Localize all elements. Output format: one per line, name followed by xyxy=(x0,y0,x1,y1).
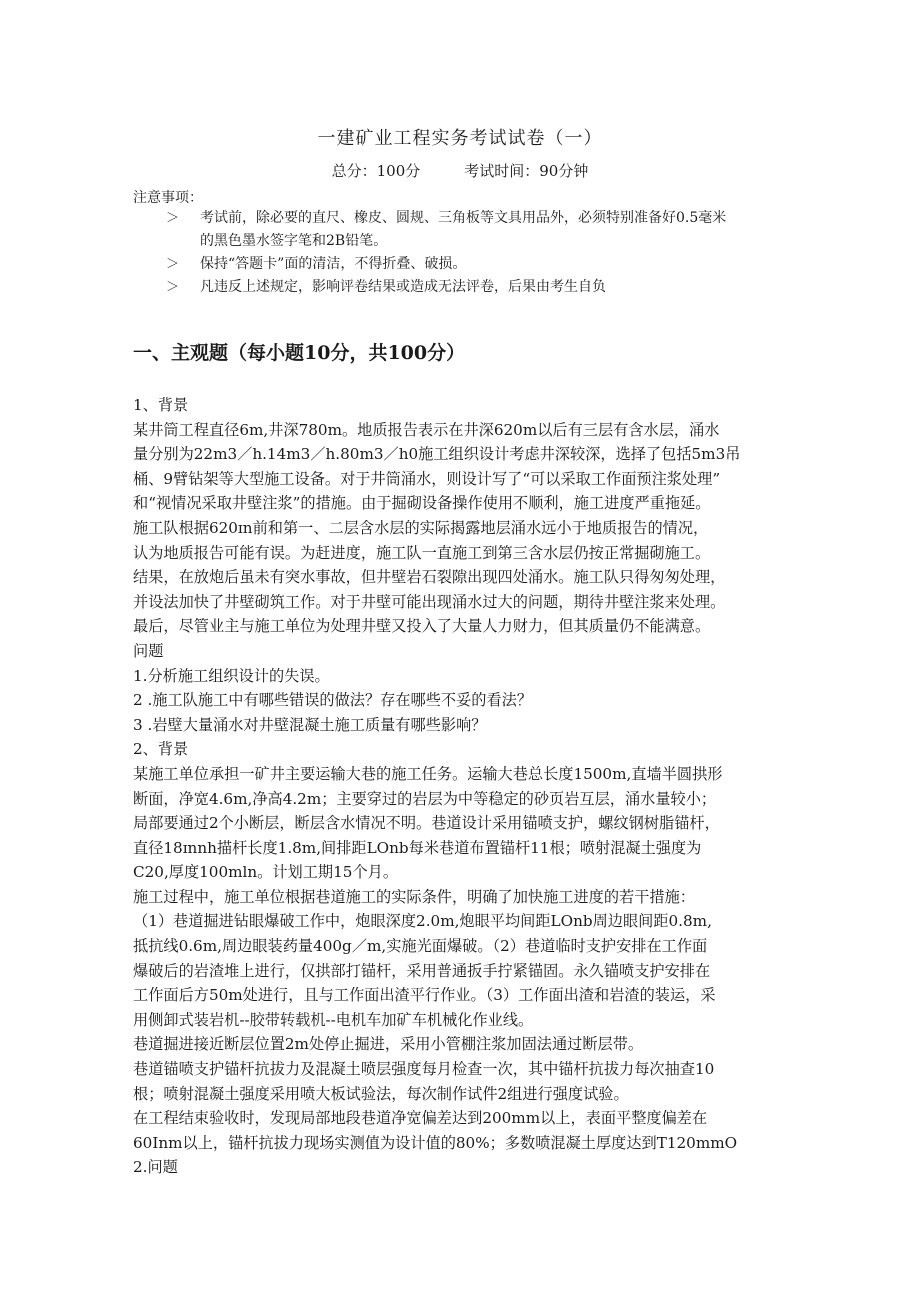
text-line: 抵抗线0.6m,周边眼装药量400g／m,实施光面爆破。（2）巷道临时支护安排在工作面 xyxy=(133,937,708,956)
notice-item xyxy=(166,207,806,230)
bullet-arrow-icon: ＞ xyxy=(166,280,180,295)
text-line: 在工程结束验收时，发现局部地段巷道净宽偏差达到200mm以上，表面平整度偏差在 xyxy=(133,1109,708,1128)
text-line: C20,厚度100mln。计划工期15个月。 xyxy=(133,863,399,882)
text-line: 直径18ɪnnh描杆长度1.8m,间排距LOnb每米巷道布置锚杆11根；喷射混凝土强度为 xyxy=(133,838,702,857)
text-line: 施工过程中，施工单位根据巷道施工的实际条件，明确了加快施工进度的若干措施： xyxy=(133,887,695,906)
section-title: 一、主观题（每小题10分，共100分） xyxy=(133,342,466,364)
bullet-arrow-icon: ＞ xyxy=(166,257,180,272)
total-score: 总分：100分 xyxy=(331,162,421,180)
notice-text: 的黑色墨水签字笔和2B铅笔。 xyxy=(200,233,388,249)
text-line: 量分别为22m3／h.14m3／h.80m3／h0施工组织设计考虑井深较深，选择了包括5m3吊 xyxy=(133,445,741,464)
bullet-arrow-icon: ＞ xyxy=(166,211,180,226)
text-line: 60Inm以上，锚杆抗拔力现场实测值为设计值的80%；多数喷混凝土厚度达到T120mmO xyxy=(133,1133,738,1152)
text-line: 2.问题 xyxy=(133,1158,178,1177)
notice-item xyxy=(166,276,806,299)
text-line: 问题 xyxy=(133,641,164,660)
notice-text: 保持“答题卡”面的清洁，不得折叠、破损。 xyxy=(200,256,467,272)
text-line: 结果，在放炮后虽未有突水事故，但井壁岩石裂隙出现四处涌水。施工队只得匆匆处理， xyxy=(133,568,726,587)
text-line: 断面，净宽4.6m,净高4.2m；主要穿过的岩层为中等稳定的砂页岩互层，涌水量较小； xyxy=(133,789,717,808)
text-line: 工作面后方50m处进行，且与工作面出渣平行作业。（3）工作面出渣和岩渣的装运，采 xyxy=(133,986,716,1005)
text-line: 施工队根据620ɪn前和第一、二层含水层的实际揭露地层涌水远小于地质报告的情况， xyxy=(133,518,709,537)
page-title: 一建矿业工程实务考试试卷（一） xyxy=(317,128,603,149)
exam-time: 考试时间：90分钟 xyxy=(464,162,589,180)
text-line: 局部要通过2个小断层，断层含水情况不明。巷道设计采用锚喷支护，螺纹钢树脂锚杆， xyxy=(133,814,720,833)
notice-heading: 注意事项： xyxy=(133,190,203,206)
text-line: 3 .岩壁大量涌水对井壁混凝土施工质量有哪些影响？ xyxy=(133,715,487,734)
text-line: 并设法加快了井壁砌筑工作。对于井壁可能出现涌水过大的问题，期待井壁注浆来处理。 xyxy=(133,592,726,611)
text-line: 最后，尽管业主与施工单位为处理井壁又投入了大量人力财力，但其质量仍不能满意。 xyxy=(133,617,711,636)
text-line: 1.分析施工组织设计的失误。 xyxy=(133,666,330,685)
exam-meta xyxy=(0,160,920,181)
text-line: （1）巷道掘进钻眼爆破工作中，炮眼深度2.0m,炮眼平均间距LOnb周边眼间距0.8m, xyxy=(133,912,712,931)
notice-item-continued xyxy=(166,230,806,253)
notice-text: 凡违反上述规定，影响评卷结果或造成无法评卷，后果由考生自负 xyxy=(200,279,606,295)
text-line: 某施工单位承担一矿井主要运输大巷的施工任务。运输大巷总长度1500m,直墙半圆拱形 xyxy=(133,764,723,783)
text-line: 爆破后的岩渣堆上进行，仅拱部打锚杆，采用普通扳手拧紧锚固。永久锚喷支护安排在 xyxy=(133,961,711,980)
text-line: 和“视情况采取井壁注浆”的措施。由于掘砌设备操作使用不顺利，施工进度严重拖延。 xyxy=(133,494,711,513)
text-line: 认为地质报告可能有误。为赶进度，施工队一直施工到第三含水层仍按正常掘砌施工。 xyxy=(133,543,711,562)
notice-item xyxy=(166,253,806,276)
text-line: 桶、9臂钻架等大型施工设备。对于井筒涌水，则设计写了“可以采取工作面预注浆处理” xyxy=(133,469,721,488)
text-line: 用侧卸式装岩机--胶带转载机--电机车加矿车机械化作业线。 xyxy=(133,1010,534,1029)
text-line: 根；喷射混凝土强度采用喷大板试验法，每次制作试件2组进行强度试验。 xyxy=(133,1084,629,1103)
text-line: 2、背景 xyxy=(133,740,189,759)
notice-list xyxy=(166,207,806,299)
text-line: 巷道掘进接近断层位置2m处停止掘进，采用小管棚注浆加固法通过断层带。 xyxy=(133,1035,644,1054)
text-line: 2 .施工队施工中有哪些错误的做法？存在哪些不妥的看法？ xyxy=(133,691,533,710)
text-line: 1、背景 xyxy=(133,396,189,414)
notice-text: 考试前，除必要的直尺、橡皮、圆规、三角板等文具用品外，必须特别准备好0.5毫米 xyxy=(200,210,727,226)
text-line: 某井筒工程直径6m,井深780m。地质报告表示在井深620m以后有三层有含水层，涌水 xyxy=(133,420,720,439)
question-body xyxy=(133,393,797,1180)
text-line: 巷道锚喷支护锚杆抗拔力及混凝土喷层强度每月检查一次，其中锚杆抗拔力每次抽查10 xyxy=(133,1060,715,1079)
